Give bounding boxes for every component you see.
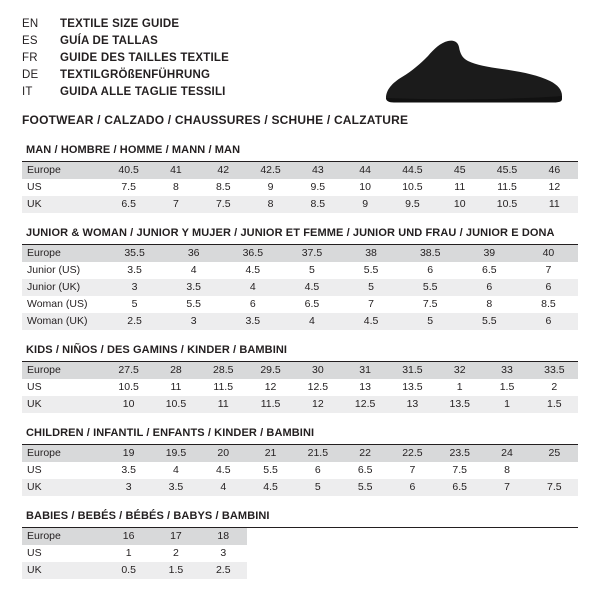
cell: 45: [436, 162, 483, 179]
language-row: [22, 86, 229, 103]
row-label: UK: [22, 562, 105, 579]
cell: 7.5: [200, 196, 247, 213]
row-label: UK: [22, 196, 105, 213]
cell: 7: [483, 479, 530, 496]
row-label: Junior (US): [22, 262, 105, 279]
language-code: EN: [22, 18, 39, 30]
cell: 10: [341, 179, 388, 196]
table-row: [22, 445, 578, 462]
table-row: [22, 562, 578, 579]
cell: 7: [152, 196, 199, 213]
spacer-cell: [483, 528, 530, 545]
cell: 13: [341, 379, 388, 396]
cell: 4: [282, 313, 341, 330]
row-label: Europe: [22, 528, 105, 545]
cell: 29.5: [247, 362, 294, 379]
dress-shoe-icon: [378, 36, 568, 106]
cell: 10.5: [483, 196, 530, 213]
cell: 5: [105, 296, 164, 313]
cell: 12: [531, 179, 578, 196]
table-row: [22, 162, 578, 179]
cell: 46: [531, 162, 578, 179]
cell: 4.5: [342, 313, 401, 330]
cell: 5.5: [460, 313, 519, 330]
cell: 19.5: [152, 445, 199, 462]
table-row: [22, 396, 578, 413]
language-title-table: [22, 18, 229, 103]
spacer-cell: [294, 545, 341, 562]
spacer-cell: [531, 528, 578, 545]
cell: 22: [341, 445, 388, 462]
table-row: [22, 279, 578, 296]
section-title: MAN / HOMBRE / HOMME / MANN / MAN: [22, 144, 578, 162]
cell: 5.5: [247, 462, 294, 479]
language-title: GUIDA ALLE TAGLIE TESSILI: [60, 86, 226, 98]
cell: 7: [519, 262, 578, 279]
section-man: [22, 144, 578, 213]
size-table-children: [22, 445, 578, 496]
table-row: [22, 296, 578, 313]
cell: 6: [519, 279, 578, 296]
language-code: DE: [22, 69, 39, 81]
cell: 10.5: [152, 396, 199, 413]
cell: 6: [401, 262, 460, 279]
cell: 11: [200, 396, 247, 413]
cell: 4: [152, 462, 199, 479]
cell: 33.5: [531, 362, 578, 379]
cell: 10.5: [105, 379, 152, 396]
cell: 11: [152, 379, 199, 396]
row-label: Europe: [22, 162, 105, 179]
cell: 5.5: [164, 296, 223, 313]
cell: 1.5: [531, 396, 578, 413]
section-babies: [22, 510, 578, 579]
spacer-cell: [436, 545, 483, 562]
cell: 25: [531, 445, 578, 462]
language-rows: [22, 18, 229, 103]
cell: [531, 462, 578, 479]
cell: 22.5: [389, 445, 436, 462]
table-row: [22, 245, 578, 262]
language-title: TEXTILGRÖßENFÜHRUNG: [60, 69, 211, 81]
footwear-category-line: FOOTWEAR / CALZADO / CHAUSSURES / SCHUHE / CALZATURE: [22, 113, 409, 127]
table-row: [22, 262, 578, 279]
cell: 1: [105, 545, 152, 562]
cell: 7: [342, 296, 401, 313]
cell: 28: [152, 362, 199, 379]
spacer-cell: [247, 545, 294, 562]
cell: 6.5: [105, 196, 152, 213]
cell: 5.5: [341, 479, 388, 496]
cell: 7.5: [531, 479, 578, 496]
cell: 9: [247, 179, 294, 196]
row-label: Woman (UK): [22, 313, 105, 330]
table-row: [22, 196, 578, 213]
cell: 9.5: [389, 196, 436, 213]
row-label: US: [22, 179, 105, 196]
cell: 21: [247, 445, 294, 462]
cell: 1.5: [152, 562, 199, 579]
cell: 2.5: [105, 313, 164, 330]
language-row: [22, 69, 229, 86]
section-kids: [22, 344, 578, 413]
cell: 8.5: [200, 179, 247, 196]
cell: 7.5: [436, 462, 483, 479]
cell: 42: [200, 162, 247, 179]
cell: 42.5: [247, 162, 294, 179]
cell: 6: [294, 462, 341, 479]
cell: 12: [294, 396, 341, 413]
cell: 39: [460, 245, 519, 262]
cell: 8: [460, 296, 519, 313]
cell: 3: [164, 313, 223, 330]
cell: 5: [342, 279, 401, 296]
language-code: ES: [22, 35, 38, 47]
cell: 17: [152, 528, 199, 545]
cell: 5: [282, 262, 341, 279]
cell: 9: [341, 196, 388, 213]
cell: 6: [223, 296, 282, 313]
cell: 44: [341, 162, 388, 179]
cell: 8: [483, 462, 530, 479]
cell: 31: [341, 362, 388, 379]
cell: 2.5: [200, 562, 247, 579]
cell: 6: [389, 479, 436, 496]
cell: 8.5: [294, 196, 341, 213]
row-label: Europe: [22, 362, 105, 379]
table-row: [22, 545, 578, 562]
cell: 5.5: [401, 279, 460, 296]
cell: 12: [247, 379, 294, 396]
cell: 2: [531, 379, 578, 396]
size-table-babies: [22, 528, 578, 579]
cell: 9.5: [294, 179, 341, 196]
row-label: Europe: [22, 445, 105, 462]
cell: 40: [519, 245, 578, 262]
cell: 40.5: [105, 162, 152, 179]
section-title: KIDS / NIÑOS / DES GAMINS / KINDER / BAMBINI: [22, 344, 578, 362]
cell: 1: [436, 379, 483, 396]
cell: 6: [519, 313, 578, 330]
spacer-cell: [483, 562, 530, 579]
row-label: Junior (UK): [22, 279, 105, 296]
spacer-cell: [247, 562, 294, 579]
cell: 11.5: [247, 396, 294, 413]
spacer-cell: [294, 562, 341, 579]
cell: 13.5: [436, 396, 483, 413]
size-table-kids: [22, 362, 578, 413]
table-row: [22, 379, 578, 396]
cell: 1: [483, 396, 530, 413]
cell: 11.5: [200, 379, 247, 396]
table-row: [22, 179, 578, 196]
cell: 30: [294, 362, 341, 379]
cell: 6.5: [436, 479, 483, 496]
cell: 28.5: [200, 362, 247, 379]
table-row: [22, 462, 578, 479]
section-title: BABIES / BEBÉS / BÉBÉS / BABYS / BAMBINI: [22, 510, 578, 528]
spacer-cell: [389, 545, 436, 562]
language-title: GUIDE DES TAILLES TEXTILE: [60, 52, 229, 64]
section-junior-woman: [22, 227, 578, 330]
cell: 11.5: [483, 179, 530, 196]
spacer-cell: [341, 528, 388, 545]
cell: 3: [105, 479, 152, 496]
cell: 37.5: [282, 245, 341, 262]
cell: 36: [164, 245, 223, 262]
language-row: [22, 18, 229, 35]
spacer-cell: [436, 528, 483, 545]
cell: 7: [389, 462, 436, 479]
language-row: [22, 35, 229, 52]
cell: 3.5: [152, 479, 199, 496]
cell: 0.5: [105, 562, 152, 579]
cell: 23.5: [436, 445, 483, 462]
cell: 18: [200, 528, 247, 545]
spacer-cell: [531, 562, 578, 579]
spacer-cell: [294, 528, 341, 545]
cell: 43: [294, 162, 341, 179]
cell: 4: [164, 262, 223, 279]
table-row: [22, 362, 578, 379]
row-label: Woman (US): [22, 296, 105, 313]
cell: 12.5: [294, 379, 341, 396]
cell: 6: [460, 279, 519, 296]
cell: 4.5: [247, 479, 294, 496]
table-row: [22, 313, 578, 330]
cell: 4.5: [200, 462, 247, 479]
cell: 24: [483, 445, 530, 462]
cell: 19: [105, 445, 152, 462]
row-label: US: [22, 545, 105, 562]
cell: 3.5: [105, 262, 164, 279]
cell: 11: [531, 196, 578, 213]
cell: 5: [401, 313, 460, 330]
cell: 32: [436, 362, 483, 379]
cell: 3: [200, 545, 247, 562]
cell: 7.5: [401, 296, 460, 313]
cell: 8: [152, 179, 199, 196]
cell: 3.5: [223, 313, 282, 330]
row-label: UK: [22, 396, 105, 413]
cell: 16: [105, 528, 152, 545]
cell: 36.5: [223, 245, 282, 262]
cell: 20: [200, 445, 247, 462]
cell: 8: [247, 196, 294, 213]
cell: 45.5: [483, 162, 530, 179]
cell: 4.5: [282, 279, 341, 296]
language-code: FR: [22, 52, 38, 64]
cell: 33: [483, 362, 530, 379]
spacer-cell: [389, 528, 436, 545]
cell: 13: [389, 396, 436, 413]
cell: 1.5: [483, 379, 530, 396]
size-table-junior-woman: [22, 245, 578, 330]
cell: 10: [436, 196, 483, 213]
spacer-cell: [531, 545, 578, 562]
cell: 10.5: [389, 179, 436, 196]
spacer-cell: [389, 562, 436, 579]
cell: 5: [294, 479, 341, 496]
language-code: IT: [22, 86, 33, 98]
cell: 10: [105, 396, 152, 413]
row-label: US: [22, 379, 105, 396]
language-title: GUÍA DE TALLAS: [60, 35, 158, 47]
cell: 31.5: [389, 362, 436, 379]
table-row: [22, 479, 578, 496]
row-label: US: [22, 462, 105, 479]
cell: 8.5: [519, 296, 578, 313]
language-title: TEXTILE SIZE GUIDE: [60, 18, 180, 30]
cell: 7.5: [105, 179, 152, 196]
spacer-cell: [341, 545, 388, 562]
table-row: [22, 528, 578, 545]
cell: 2: [152, 545, 199, 562]
cell: 27.5: [105, 362, 152, 379]
spacer-cell: [483, 545, 530, 562]
cell: 12.5: [341, 396, 388, 413]
size-sections: [22, 144, 578, 579]
cell: 4: [200, 479, 247, 496]
cell: 3.5: [164, 279, 223, 296]
cell: 11: [436, 179, 483, 196]
cell: 21.5: [294, 445, 341, 462]
section-title: JUNIOR & WOMAN / JUNIOR Y MUJER / JUNIOR ET FEMME / JUNIOR UND FRAU / JUNIOR E DONA: [22, 227, 578, 245]
cell: 5.5: [342, 262, 401, 279]
cell: 6.5: [341, 462, 388, 479]
document-header: [22, 18, 578, 127]
cell: 13.5: [389, 379, 436, 396]
row-label: UK: [22, 479, 105, 496]
cell: 44.5: [389, 162, 436, 179]
cell: 4.5: [223, 262, 282, 279]
cell: 4: [223, 279, 282, 296]
cell: 41: [152, 162, 199, 179]
cell: 6.5: [282, 296, 341, 313]
spacer-cell: [341, 562, 388, 579]
spacer-cell: [247, 528, 294, 545]
spacer-cell: [436, 562, 483, 579]
cell: 38: [342, 245, 401, 262]
language-row: [22, 52, 229, 69]
section-title: CHILDREN / INFANTIL / ENFANTS / KINDER / BAMBINI: [22, 427, 578, 445]
cell: 3.5: [105, 462, 152, 479]
size-table-man: [22, 162, 578, 213]
cell: 35.5: [105, 245, 164, 262]
section-children: [22, 427, 578, 496]
cell: 3: [105, 279, 164, 296]
row-label: Europe: [22, 245, 105, 262]
cell: 6.5: [460, 262, 519, 279]
cell: 38.5: [401, 245, 460, 262]
